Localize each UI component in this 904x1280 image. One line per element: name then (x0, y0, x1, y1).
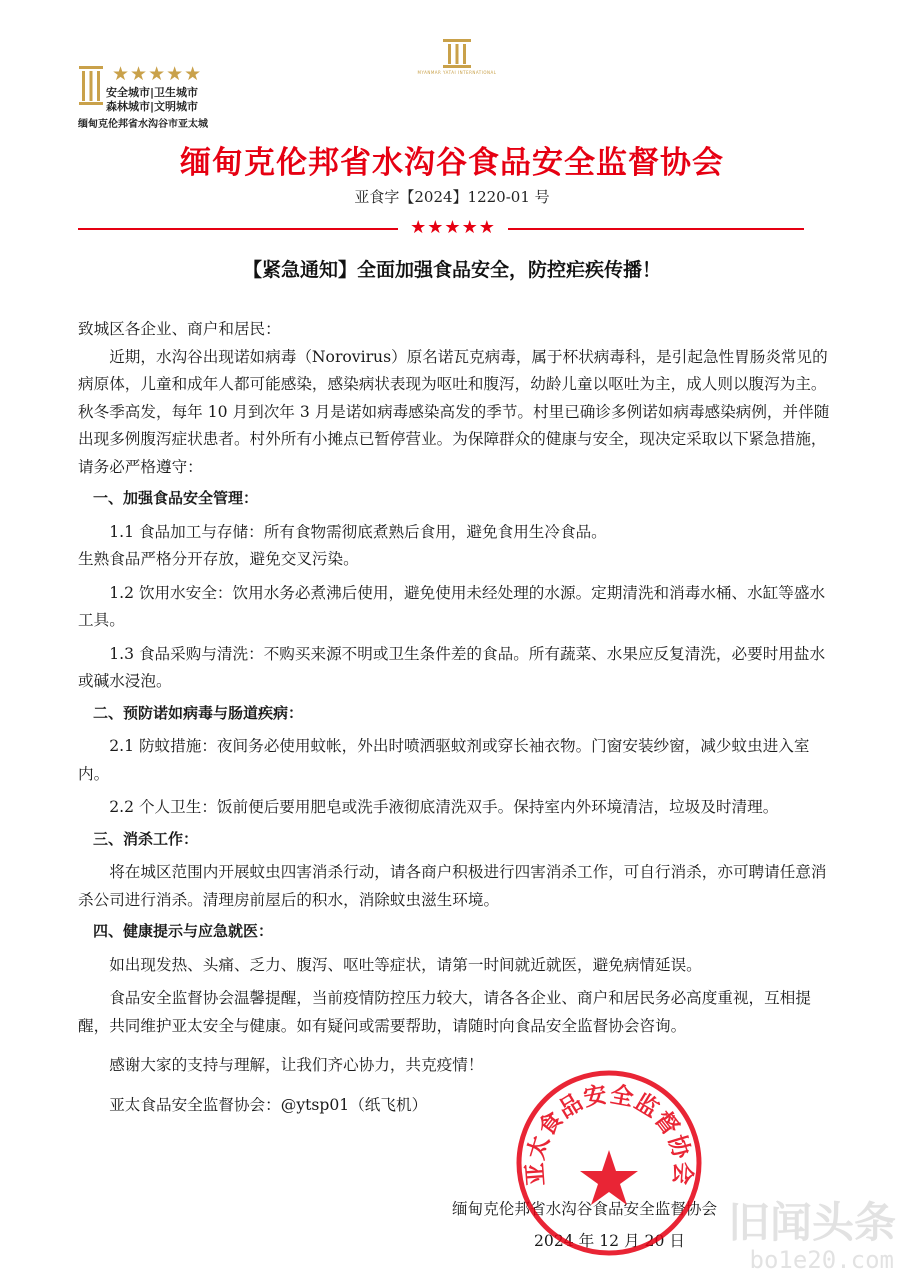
clause-4-1: 如出现发热、头痛、乏力、腹泻、呕吐等症状，请第一时间就近就医，避免病情延误。 (109, 955, 702, 974)
red-divider-left (78, 228, 398, 230)
pillar-logo-icon (78, 64, 104, 108)
watermark-url: bo1e20.com (749, 1246, 894, 1274)
logo-stars: ★★★★★ (112, 63, 203, 85)
intro-paragraph: 近期，水沟谷出现诺如病毒（Norovirus）原名诺瓦克病毒，属于杯状病毒科，是引起急性胃肠炎常见的病原体，儿童和成年人都可能感染，感染病状表现为呕吐和腹泻，幼龄儿童以呕吐为主，成人则以腹泻为主。秋冬季高发，每年 10 月到次年 3 月是诺如病毒感染高发的季节。村里已确诊多例诺如病毒感染病例，并伴随出现多例腹泻症状患者。村外所有小摊点已暂停营业。为保障群众的健康与安全，现决定采取以下紧急措施，请务必严格遵守： (78, 347, 830, 476)
notice-headline: 【紧急通知】全面加强食品安全，防控疟疾传播！ (242, 259, 661, 281)
clause-1-1-cont: 生熟食品严格分开存放，避免交叉污染。 (78, 550, 359, 568)
document-number: 亚食字【2024】1220-01 号 (354, 188, 550, 206)
svg-text:亚太食品安全监督协会: 亚太食品安全监督协会 (522, 1081, 696, 1187)
yatai-logo (412, 38, 502, 78)
signature-date: 2024 年 12 月 20 日 (534, 1232, 685, 1250)
thanks-line: 感谢大家的支持与理解，让我们齐心协力，共克疫情！ (109, 1056, 484, 1074)
clause-2-2: 2.2 个人卫生：饭前便后要用肥皂或洗手液彻底清洗双手。保持室内外环境清洁，垃圾及时清理。 (109, 798, 779, 816)
signature-org: 缅甸克伦邦省水沟谷食品安全监督协会 (452, 1200, 718, 1218)
section-3-title: 三、消杀工作： (93, 829, 199, 848)
logo-tagline: MYANMAR YATAI INTERNATIONAL (417, 70, 497, 75)
logo-text-line2: 森林城市|文明城市 (106, 100, 199, 113)
logo-text-line1: 安全城市|卫生城市 (106, 86, 199, 99)
pillar-logo-icon (442, 38, 472, 70)
clause-1-1: 1.1 食品加工与存储：所有食物需彻底煮熟后食用，避免食用生冷食品。 (109, 522, 607, 541)
city-logo (78, 64, 228, 134)
contact-line: 亚太食品安全监督协会：@ytsp01（纸飞机） (109, 1095, 428, 1114)
salutation: 致城区各企业、商户和居民： (78, 320, 281, 338)
clause-1-3: 1.3 食品采购与清洗：不购买来源不明或卫生条件差的食品。所有蔬菜、水果应反复清洗，必要时用盐水或碱水浸泡。 (78, 644, 826, 690)
clause-1-2: 1.2 饮用水安全：饮用水务必煮沸后使用，避免使用未经处理的水源。定期清洗和消毒水桶、水缸等盛水工具。 (78, 583, 826, 629)
notice-body (78, 316, 832, 1119)
red-divider-right (508, 228, 804, 230)
section-1-title: 一、加强食品安全管理： (93, 489, 259, 507)
clause-2-1: 2.1 防蚊措施：夜间务必使用蚊帐，外出时喷洒驱蚊剂或穿长袖衣物。门窗安装纱窗，减少蚊虫进入室内。 (78, 737, 810, 783)
section-4-title: 四、健康提示与应急就医： (93, 922, 274, 940)
org-title: 缅甸克伦邦省水沟谷食品安全监督协会 (180, 145, 724, 181)
clause-3: 将在城区范围内开展蚊虫四害消杀行动，请各商户积极进行四害消杀工作，可自行消杀，亦可聘请任意消杀公司进行消杀。清理房前屋后的积水，消除蚊虫滋生环境。 (78, 863, 827, 909)
watermark-text: 旧闻头条 (727, 1198, 896, 1247)
section-2-title: 二、预防诺如病毒与肠道疾病： (93, 703, 304, 722)
logo-text-line3: 缅甸克伦邦省水沟谷市亚太城 (78, 119, 208, 130)
site-watermark (642, 1188, 904, 1280)
divider-stars: ★★★★★ (410, 217, 496, 238)
clause-4-2: 食品安全监督协会温馨提醒，当前疫情防控压力较大，请各各企业、商户和居民务必高度重视，互相提醒，共同维护亚太安全与健康。如有疑问或需要帮助，请随时向食品安全监督协会咨询。 (78, 989, 811, 1035)
